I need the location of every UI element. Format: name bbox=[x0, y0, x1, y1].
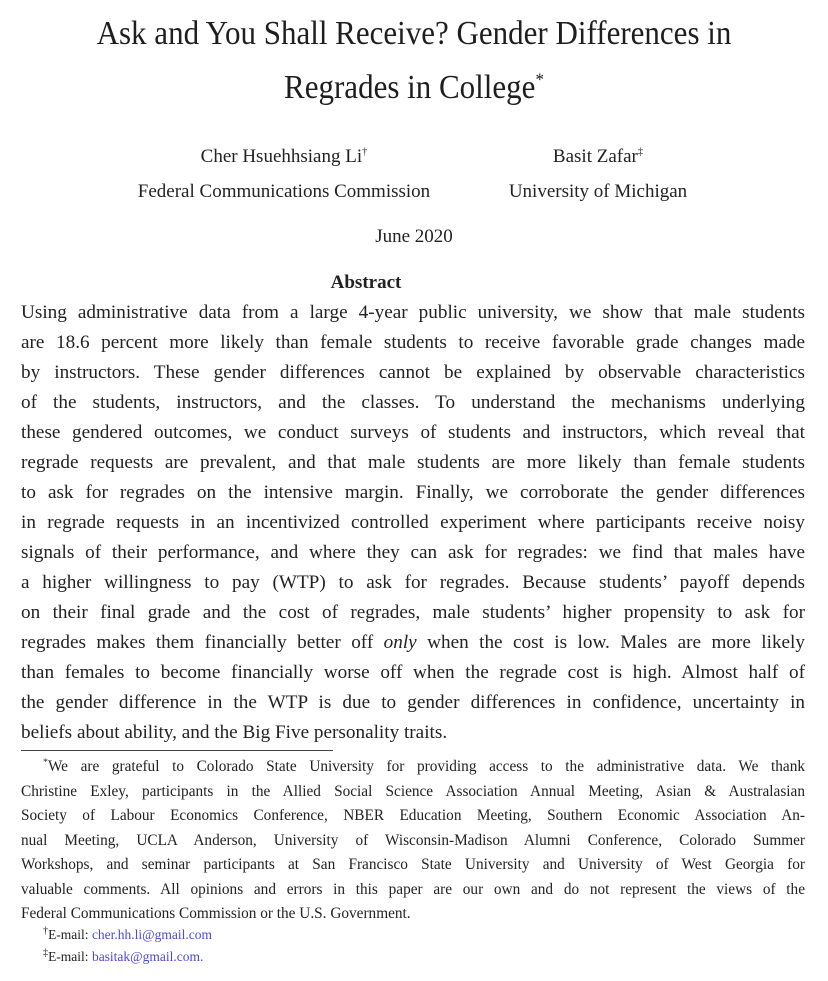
author-name-2: Basit Zafar‡ bbox=[552, 146, 644, 167]
footnote-line: nual Meeting, UCLA Anderson, University of Wisconsin-Madison Alumni Conference, Colorado Summer bbox=[21, 831, 805, 849]
abstract-line: these gendered outcomes, we conduct surveys of students and instructors, which reveal that bbox=[21, 422, 805, 443]
author-name-1: Cher Hsuehhsiang Li† bbox=[200, 146, 368, 167]
abstract-line: regrade requests are prevalent, and that male students are more likely than female students bbox=[21, 452, 805, 473]
dagger-mark: † bbox=[43, 925, 49, 937]
footnote-email-1 bbox=[43, 927, 212, 943]
title-text-1: Ask and You Shall Receive? Gender Differences in bbox=[96, 13, 732, 52]
abstract-line: beliefs about ability, and the Big Five personality traits. bbox=[21, 722, 448, 743]
author-block-1 bbox=[118, 139, 450, 209]
abstract-line: signals of their performance, and where they can ask for regrades: we find that males have bbox=[21, 542, 805, 563]
abstract-line: on their final grade and the cost of regrades, male students’ higher propensity to ask for bbox=[21, 602, 805, 623]
abstract-line: Using administrative data from a large 4-year public university, we show that male students bbox=[21, 302, 805, 323]
abstract-line: than females to become financially worse off when the regrade cost is high. Almost half of bbox=[21, 662, 805, 683]
email-link-li[interactable]: cher.hh.li@gmail.com bbox=[91, 927, 212, 942]
title-text-2: Regrades in College bbox=[284, 67, 536, 106]
author-affiliation-1: Federal Communications Commission bbox=[137, 181, 431, 202]
footnote-line: Workshops, and seminar participants at San Francisco State University and University of West Georgia for bbox=[21, 856, 805, 873]
abstract-line: are 18.6 percent more likely than female students to receive favorable grade changes made bbox=[21, 332, 805, 353]
paper-title-line-1 bbox=[0, 13, 828, 52]
email-link-zafar[interactable]: basitak@gmail.com. bbox=[91, 949, 204, 964]
author-footnote-mark-2[interactable]: ‡ bbox=[637, 146, 644, 158]
footnote-line: Federal Communications Commission or the U.S. Government. bbox=[21, 905, 411, 922]
abstract-heading: Abstract bbox=[330, 272, 402, 293]
paper-title-line-2 bbox=[0, 67, 828, 106]
footnote-line: Christine Exley, participants in the Allied Social Science Association Annual Meeting, Asian & Australasian bbox=[21, 782, 805, 800]
footnote-line: Society of Labour Economics Conference, NBER Education Meeting, Southern Economic Association An- bbox=[21, 807, 805, 824]
footnote-line: *We are grateful to Colorado State University for providing access to the administrative data. We thank bbox=[43, 756, 805, 775]
abstract-line: in regrade requests in an incentivized controlled experiment where participants receive noisy bbox=[21, 512, 805, 533]
abstract-line: the gender difference in the WTP is due to gender differences in confidence, uncertainty in bbox=[21, 692, 805, 713]
abstract-line: of the students, instructors, and the classes. To understand the mechanisms underlying bbox=[21, 392, 805, 413]
abstract-body bbox=[21, 298, 805, 748]
abstract-line: a higher willingness to pay (WTP) to ask for regrades. Because students’ payoff depends bbox=[21, 572, 805, 593]
title-footnote-mark[interactable]: * bbox=[535, 69, 544, 90]
abstract-line: by instructors. These gender differences cannot be explained by observable characteristics bbox=[21, 362, 805, 383]
footnote-line: valuable comments. All opinions and errors in this paper are our own and do not represent the views of the bbox=[21, 880, 805, 898]
footnote-star-mark: * bbox=[43, 756, 48, 768]
footnote-divider bbox=[21, 750, 333, 751]
footnote-email-2 bbox=[43, 949, 203, 965]
author-footnote-mark-1[interactable]: † bbox=[362, 146, 368, 158]
italic-emphasis: only bbox=[383, 632, 417, 653]
author-affiliation-2: University of Michigan bbox=[508, 181, 688, 202]
footnote-acknowledgements bbox=[21, 755, 805, 927]
abstract-line: to ask for regrades on the intensive margin. Finally, we corroborate the gender differences bbox=[21, 482, 805, 503]
abstract-line-with-italic: regrades makes them financially better off only when the cost is low. Males are more likely bbox=[21, 632, 805, 653]
double-dagger-mark: ‡ bbox=[43, 947, 49, 959]
paper-date: June 2020 bbox=[375, 226, 453, 247]
email-label: E-mail: bbox=[48, 927, 92, 942]
author-block-2 bbox=[495, 139, 701, 209]
email-label: E-mail: bbox=[48, 949, 92, 964]
